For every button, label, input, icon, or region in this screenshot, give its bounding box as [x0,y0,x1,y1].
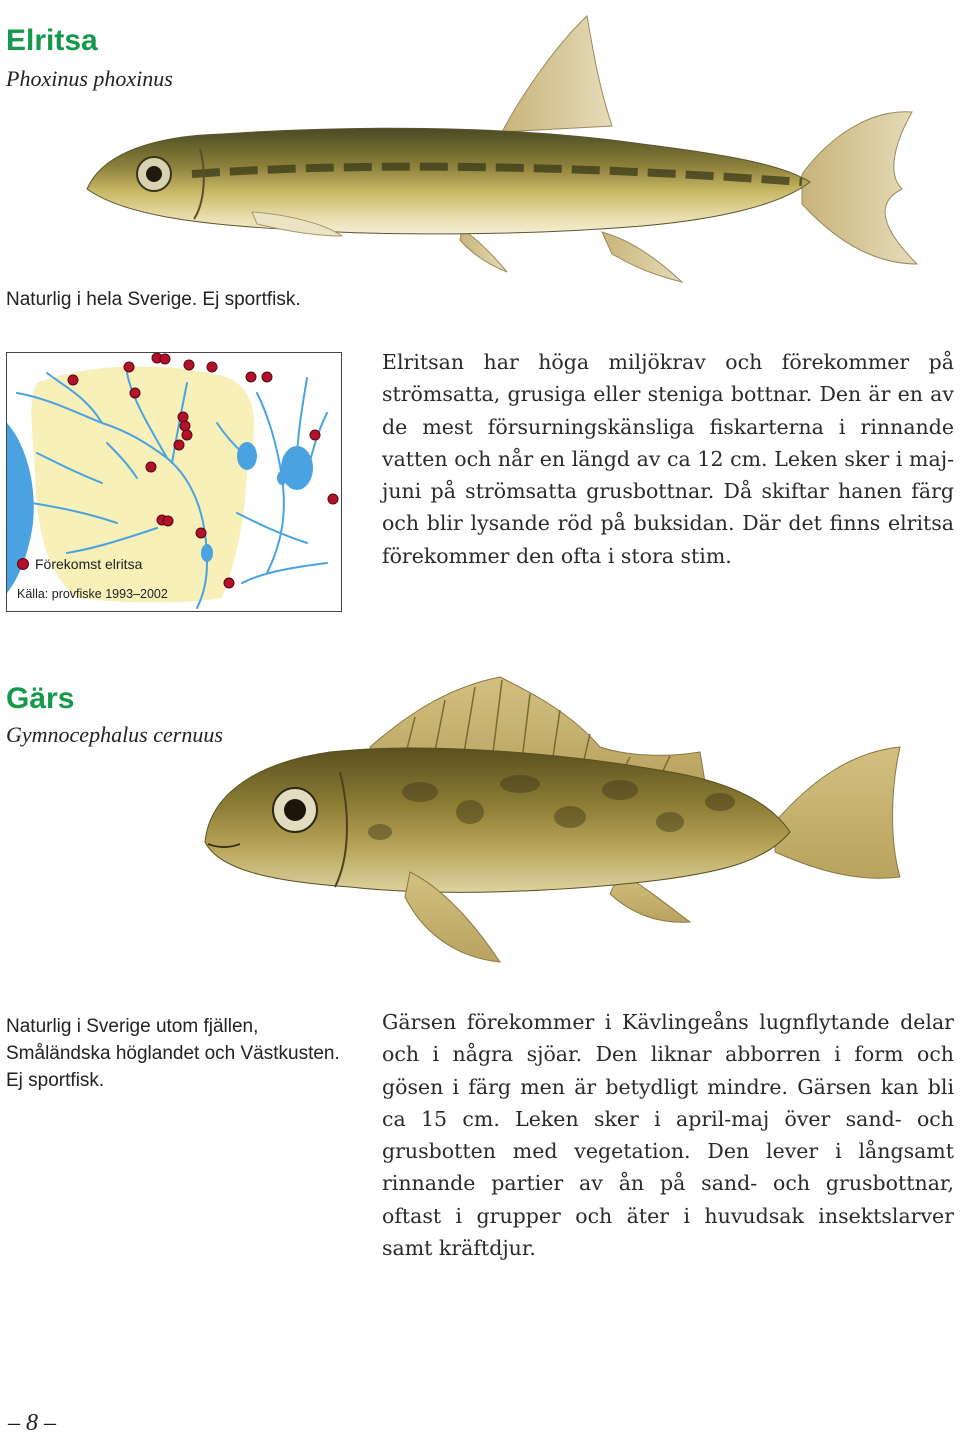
latin-name-gars: Gymnocephalus cernuus [6,722,223,747]
map-legend-label: Förekomst elritsa [35,556,143,572]
distribution-note-elritsa: Naturlig i hela Sverige. Ej sportfisk. [6,289,301,310]
occurrence-dot-icon [17,558,29,570]
latin-name-elritsa: Phoxinus phoxinus [6,66,173,91]
description-elritsa: Elritsan har höga miljökrav och förekommer på strömsatta, grusiga eller steniga bottnar. Den är en av de mest försurningskänsliga fiskarterna i rinnande vatten och når en längd av ca 12 cm. Leken sker i maj-juni på strömsatta grusbottnar. Då skiftar hanen färg och blir lysande röd på buksidan. Där det finns elritsa förekommer den ofta i stora stim. [382,350,954,568]
map-source: Källa: provfiske 1993–2002 [17,587,168,601]
distribution-map [6,352,342,612]
species-title-gars: Gärs [6,682,75,715]
distribution-note-gars: Naturlig i Sverige utom fjällen, Småländska höglandet och Västkusten. Ej sportfisk. [6,1016,340,1091]
description-gars: Gärsen förekommer i Kävlingeåns lugnflytande delar och i några sjöar. Den liknar abborren i form och gösen i färg men är betydligt mindre. Gärsen kan bli ca 15 cm. Leken sker i april-maj över sand- och grusbotten med vegetation. Den lever i långsamt rinnande partier av ån på sand- och grusbottnar, oftast i grupper och äter i huvudsak insektslarver samt kräftdjur. [382,1010,954,1261]
map-legend [17,556,142,572]
page-number: – 8 – [8,1410,56,1436]
map-graphic [7,353,341,611]
ruffe-illustration [200,672,940,992]
species-title-elritsa: Elritsa [6,24,98,57]
minnow-illustration [82,14,960,294]
